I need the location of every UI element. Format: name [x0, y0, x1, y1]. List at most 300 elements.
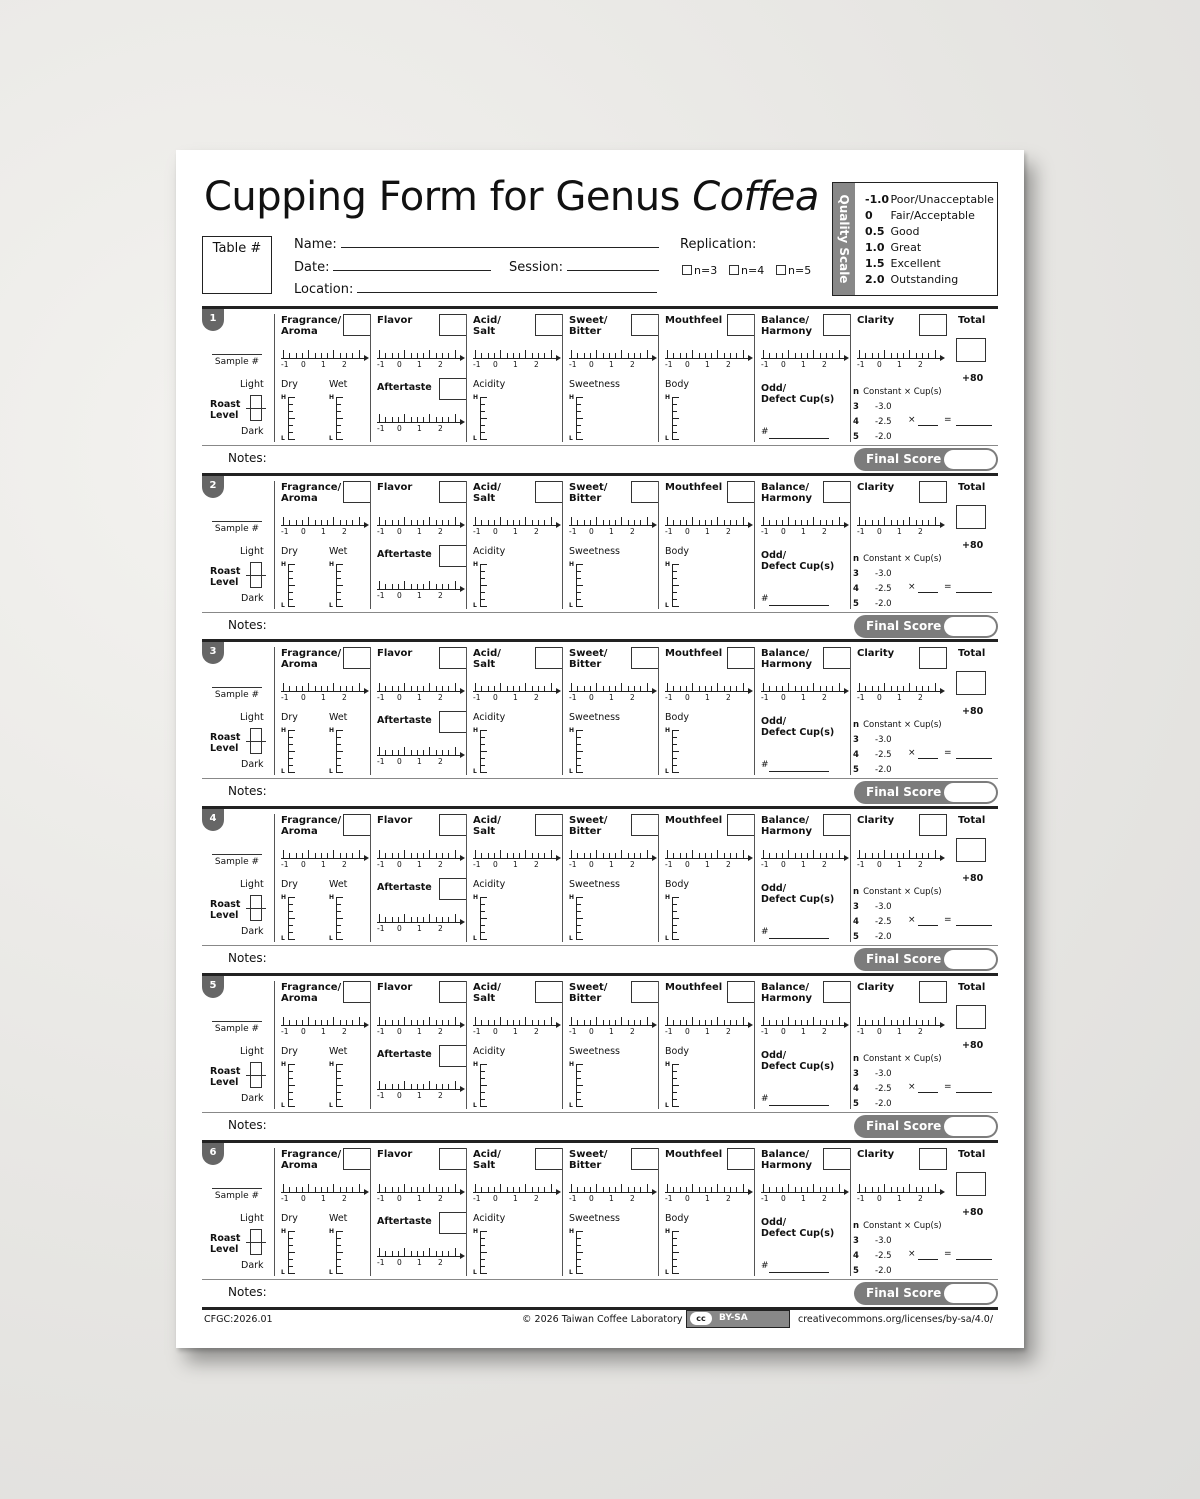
final-score-field[interactable]: Final Score [854, 448, 998, 471]
total-score-box[interactable] [956, 671, 986, 695]
times-sign: × [908, 915, 916, 925]
aftertaste-score-box[interactable] [439, 711, 467, 733]
sample-block [202, 306, 998, 473]
score-box[interactable] [439, 647, 467, 669]
hl-intensity-scale[interactable]: H L [329, 1061, 343, 1109]
defect-result-blank[interactable] [956, 758, 992, 759]
intensity-scale[interactable]: -1 0 1 2 [857, 848, 943, 866]
intensity-scale[interactable]: -1 0 1 2 [377, 412, 463, 430]
score-box[interactable] [823, 981, 851, 1003]
hl-intensity-scale[interactable]: H L [665, 394, 679, 442]
roast-level-slider[interactable] [250, 1062, 262, 1088]
intensity-scale[interactable]: -1 0 1 2 [377, 515, 463, 533]
aftertaste-score-box[interactable] [439, 1045, 467, 1067]
total-label: Total [958, 982, 986, 993]
intensity-scale[interactable]: -1 0 1 2 [377, 848, 463, 866]
score-box[interactable] [823, 814, 851, 836]
constant-row: 3 -3.0 [853, 1236, 892, 1246]
score-box[interactable] [343, 814, 371, 836]
sample-block [202, 973, 998, 1140]
score-box[interactable] [823, 647, 851, 669]
hl-intensity-scale[interactable]: H L [569, 894, 583, 942]
attribute-column [274, 814, 370, 942]
intensity-scale[interactable]: -1 0 1 2 [857, 1182, 943, 1200]
score-box[interactable] [727, 814, 755, 836]
equals-sign: = [944, 915, 952, 925]
total-label: Total [958, 648, 986, 659]
score-box[interactable] [439, 981, 467, 1003]
license-link[interactable]: creativecommons.org/licenses/by-sa/4.0/ [798, 1314, 994, 1325]
location-field[interactable]: Location: [294, 281, 657, 297]
roast-level-slider[interactable] [250, 728, 262, 754]
attribute-title: Mouthfeel [665, 982, 723, 993]
attribute-title: Mouthfeel [665, 1149, 723, 1160]
constant-table-header: n Constant × Cup(s) [853, 387, 942, 397]
attribute-title: Fragrance/ Aroma [281, 1149, 342, 1171]
attribute-column [466, 647, 562, 775]
attribute-title: Balance/ Harmony [761, 982, 812, 1004]
notes-field[interactable]: Notes: [228, 618, 267, 632]
intensity-scale[interactable]: -1 0 1 2 [281, 515, 367, 533]
body-label: Body [665, 1213, 689, 1224]
score-box[interactable] [631, 314, 659, 336]
quality-scale-tab: Quality Scale [833, 183, 855, 295]
sample-number-field[interactable]: Sample # [212, 854, 262, 867]
score-box[interactable] [535, 814, 563, 836]
wet-label: Wet [329, 379, 348, 390]
quality-row: 2.0 Outstanding [865, 273, 959, 286]
roast-level-slider[interactable] [250, 1229, 262, 1255]
defect-count-field[interactable] [769, 438, 829, 439]
constant-row: 4 -2.5 [853, 417, 892, 427]
final-score-input[interactable] [944, 1284, 996, 1303]
intensity-scale[interactable]: -1 0 1 2 [665, 515, 751, 533]
constant-row: 5 -2.0 [853, 765, 892, 775]
attribute-title: Mouthfeel [665, 482, 723, 493]
score-box[interactable] [535, 314, 563, 336]
score-box[interactable] [535, 981, 563, 1003]
total-score-box[interactable] [956, 505, 986, 529]
score-box[interactable] [631, 981, 659, 1003]
final-score-field[interactable]: Final Score [854, 1115, 998, 1138]
final-score-field[interactable]: Final Score [854, 1282, 998, 1305]
hl-intensity-scale[interactable]: H L [281, 1228, 295, 1276]
table-number-label: Table # [212, 241, 262, 256]
quality-row: 1.5 Excellent [865, 257, 941, 270]
sample-number-badge: 2 [202, 476, 224, 498]
aftertaste-score-box[interactable] [439, 545, 467, 567]
attribute-column [562, 981, 658, 1109]
sample-number-badge: 3 [202, 642, 224, 664]
score-box[interactable] [919, 814, 947, 836]
cc-license-badge [686, 1310, 790, 1328]
attribute-column [274, 481, 370, 609]
sample-block [202, 1140, 998, 1307]
hl-intensity-scale[interactable]: H L [281, 394, 295, 442]
intensity-scale[interactable]: -1 0 1 2 [569, 348, 655, 366]
roast-level-label: Roast Level [210, 899, 241, 921]
score-box[interactable] [727, 981, 755, 1003]
final-score-field[interactable]: Final Score [854, 948, 998, 971]
times-sign: × [908, 415, 916, 425]
dry-label: Dry [281, 1046, 298, 1057]
score-box[interactable] [343, 1148, 371, 1170]
hl-intensity-scale[interactable]: H L [329, 894, 343, 942]
attribute-column [658, 814, 754, 942]
sample-notes-divider [202, 612, 998, 613]
final-score-input[interactable] [944, 450, 996, 469]
attribute-title: Mouthfeel [665, 815, 723, 826]
intensity-scale[interactable]: -1 0 1 2 [857, 1015, 943, 1033]
total-label: Total [958, 815, 986, 826]
intensity-scale[interactable]: -1 0 1 2 [281, 1182, 367, 1200]
body-label: Body [665, 379, 689, 390]
sample-number-badge: 6 [202, 1143, 224, 1165]
defect-count-field[interactable] [769, 605, 829, 606]
attribute-column [562, 1148, 658, 1276]
hl-intensity-scale[interactable]: H L [665, 727, 679, 775]
total-score-box[interactable] [956, 1005, 986, 1029]
defect-count-hash: # [761, 1094, 769, 1104]
intensity-scale[interactable]: -1 0 1 2 [377, 681, 463, 699]
sample-block [202, 639, 998, 806]
acidity-label: Acidity [473, 379, 506, 390]
score-box[interactable] [823, 481, 851, 503]
sample-number-field[interactable]: Sample # [212, 1021, 262, 1034]
defect-count-field[interactable] [769, 771, 829, 772]
hl-intensity-scale[interactable]: H L [569, 1228, 583, 1276]
attribute-column [658, 647, 754, 775]
intensity-scale[interactable]: -1 0 1 2 [761, 1015, 847, 1033]
constant-row: 3 -3.0 [853, 402, 892, 412]
intensity-scale[interactable]: -1 0 1 2 [665, 348, 751, 366]
attribute-column [274, 314, 370, 442]
score-box[interactable] [631, 814, 659, 836]
acidity-label: Acidity [473, 1213, 506, 1224]
intensity-scale[interactable]: -1 0 1 2 [665, 1182, 751, 1200]
body-label: Body [665, 712, 689, 723]
roast-light-label: Light [240, 1046, 264, 1057]
score-box[interactable] [919, 981, 947, 1003]
score-box[interactable] [439, 481, 467, 503]
aftertaste-score-box[interactable] [439, 1212, 467, 1234]
constant-table-header: n Constant × Cup(s) [853, 554, 942, 564]
plus80-label: +80 [962, 1207, 984, 1218]
notes-field[interactable]: Notes: [228, 1118, 267, 1132]
intensity-scale[interactable]: -1 0 1 2 [377, 579, 463, 597]
roast-level-slider[interactable] [250, 395, 262, 421]
quality-row: 0 Fair/Acceptable [865, 209, 975, 222]
attribute-title: Acid/ Salt [473, 648, 501, 670]
constant-table-header: n Constant × Cup(s) [853, 1054, 942, 1064]
intensity-scale[interactable]: -1 0 1 2 [665, 1015, 751, 1033]
copyright-text: © 2026 Taiwan Coffee Laboratory [522, 1314, 683, 1325]
sample-number-badge: 5 [202, 976, 224, 998]
table-number-box[interactable] [202, 236, 272, 294]
intensity-scale[interactable]: -1 0 1 2 [761, 1182, 847, 1200]
hl-intensity-scale[interactable]: H L [329, 1228, 343, 1276]
sample-divider [202, 306, 998, 309]
aftertaste-label: Aftertaste [377, 1216, 432, 1227]
dry-label: Dry [281, 1213, 298, 1224]
name-field[interactable]: Name: [294, 236, 659, 252]
hl-intensity-scale[interactable]: H L [473, 727, 487, 775]
attribute-title: Balance/ Harmony [761, 482, 812, 504]
defect-count-field[interactable] [769, 1272, 829, 1273]
constant-row: 4 -2.5 [853, 1251, 892, 1261]
score-box[interactable] [727, 314, 755, 336]
attribute-title: Flavor [377, 648, 413, 659]
defect-result-blank[interactable] [956, 1092, 992, 1093]
score-box[interactable] [343, 314, 371, 336]
hl-intensity-scale[interactable]: H L [329, 727, 343, 775]
attribute-column [274, 647, 370, 775]
sample-notes-divider [202, 945, 998, 946]
total-score-box[interactable] [956, 1172, 986, 1196]
roast-dark-label: Dark [241, 593, 264, 604]
intensity-scale[interactable]: -1 0 1 2 [377, 1015, 463, 1033]
intensity-scale[interactable]: -1 0 1 2 [473, 515, 559, 533]
wet-label: Wet [329, 712, 348, 723]
hl-intensity-scale[interactable]: H L [473, 561, 487, 609]
attribute-title: Sweet/ Bitter [569, 315, 608, 337]
form-code: CFGC:2026.01 [204, 1314, 273, 1325]
hl-intensity-scale[interactable]: H L [473, 394, 487, 442]
notes-field[interactable]: Notes: [228, 1285, 267, 1299]
intensity-scale[interactable]: -1 0 1 2 [761, 515, 847, 533]
intensity-scale[interactable]: -1 0 1 2 [473, 848, 559, 866]
hl-intensity-scale[interactable]: H L [281, 894, 295, 942]
odd-defect-label: Odd/ Defect Cup(s) [761, 716, 835, 738]
score-box[interactable] [919, 314, 947, 336]
hl-intensity-scale[interactable]: H L [329, 561, 343, 609]
sample-block [202, 473, 998, 640]
hl-intensity-scale[interactable]: H L [665, 894, 679, 942]
hl-intensity-scale[interactable]: H L [665, 561, 679, 609]
intensity-scale[interactable]: -1 0 1 2 [473, 681, 559, 699]
score-box[interactable] [439, 314, 467, 336]
intensity-scale[interactable]: -1 0 1 2 [665, 848, 751, 866]
attribute-title: Sweet/ Bitter [569, 648, 608, 670]
aftertaste-label: Aftertaste [377, 882, 432, 893]
intensity-scale[interactable]: -1 0 1 2 [569, 1182, 655, 1200]
attribute-title: Balance/ Harmony [761, 648, 812, 670]
attribute-title: Flavor [377, 1149, 413, 1160]
final-score-input[interactable] [944, 1117, 996, 1136]
times-sign: × [908, 1082, 916, 1092]
attribute-title: Fragrance/ Aroma [281, 982, 342, 1004]
odd-defect-label: Odd/ Defect Cup(s) [761, 883, 835, 905]
attribute-title: Fragrance/ Aroma [281, 482, 342, 504]
sample-number-field[interactable]: Sample # [212, 354, 262, 367]
session-field[interactable]: Session: [509, 259, 659, 275]
score-box[interactable] [535, 1148, 563, 1170]
constant-table-header: n Constant × Cup(s) [853, 887, 942, 897]
hl-intensity-scale[interactable]: H L [569, 394, 583, 442]
score-box[interactable] [727, 1148, 755, 1170]
intensity-scale[interactable]: -1 0 1 2 [665, 681, 751, 699]
intensity-scale[interactable]: -1 0 1 2 [377, 348, 463, 366]
equals-sign: = [944, 1249, 952, 1259]
hl-intensity-scale[interactable]: H L [473, 894, 487, 942]
hl-intensity-scale[interactable]: H L [569, 727, 583, 775]
notes-field[interactable]: Notes: [228, 451, 267, 465]
wet-label: Wet [329, 1213, 348, 1224]
date-field[interactable]: Date: [294, 259, 491, 275]
intensity-scale[interactable]: -1 0 1 2 [281, 348, 367, 366]
hl-intensity-scale[interactable]: H L [569, 561, 583, 609]
constant-row: 3 -3.0 [853, 569, 892, 579]
score-box[interactable] [919, 481, 947, 503]
attribute-title: Clarity [857, 648, 895, 659]
attribute-title: Acid/ Salt [473, 482, 501, 504]
notes-field[interactable]: Notes: [228, 784, 267, 798]
dry-label: Dry [281, 379, 298, 390]
equals-sign: = [944, 748, 952, 758]
intensity-scale[interactable]: -1 0 1 2 [569, 848, 655, 866]
constant-row: 5 -2.0 [853, 432, 892, 442]
roast-level-label: Roast Level [210, 1233, 241, 1255]
sample-notes-divider [202, 1112, 998, 1113]
attribute-column [850, 1148, 946, 1276]
replication-n5-checkbox[interactable]: n=5 [776, 264, 811, 277]
roast-level-slider[interactable] [250, 895, 262, 921]
hl-intensity-scale[interactable]: H L [281, 727, 295, 775]
intensity-scale[interactable]: -1 0 1 2 [857, 515, 943, 533]
final-score-input[interactable] [944, 950, 996, 969]
score-box[interactable] [919, 647, 947, 669]
aftertaste-score-box[interactable] [439, 378, 467, 400]
attribute-title: Flavor [377, 482, 413, 493]
hl-intensity-scale[interactable]: H L [329, 394, 343, 442]
hl-intensity-scale[interactable]: H L [281, 1061, 295, 1109]
sample-number-field[interactable]: Sample # [212, 521, 262, 534]
sample-number-field[interactable]: Sample # [212, 687, 262, 700]
intensity-scale[interactable]: -1 0 1 2 [761, 681, 847, 699]
attribute-title: Clarity [857, 1149, 895, 1160]
attribute-title: Sweet/ Bitter [569, 482, 608, 504]
attribute-title: Clarity [857, 815, 895, 826]
total-score-box[interactable] [956, 838, 986, 862]
attribute-title: Balance/ Harmony [761, 315, 812, 337]
replication-n4-checkbox[interactable]: n=4 [729, 264, 764, 277]
hl-intensity-scale[interactable]: H L [665, 1061, 679, 1109]
intensity-scale[interactable]: -1 0 1 2 [281, 848, 367, 866]
intensity-scale[interactable]: -1 0 1 2 [761, 348, 847, 366]
defect-count-field[interactable] [769, 938, 829, 939]
score-box[interactable] [631, 481, 659, 503]
intensity-scale[interactable]: -1 0 1 2 [761, 848, 847, 866]
times-sign: × [908, 1249, 916, 1259]
intensity-scale[interactable]: -1 0 1 2 [857, 681, 943, 699]
body-label: Body [665, 546, 689, 557]
aftertaste-score-box[interactable] [439, 878, 467, 900]
score-box[interactable] [535, 481, 563, 503]
plus80-label: +80 [962, 706, 984, 717]
score-box[interactable] [919, 1148, 947, 1170]
roast-level-slider[interactable] [250, 562, 262, 588]
score-box[interactable] [535, 647, 563, 669]
intensity-scale[interactable]: -1 0 1 2 [473, 1015, 559, 1033]
replication-n3-checkbox[interactable]: n=3 [682, 264, 717, 277]
intensity-scale[interactable]: -1 0 1 2 [377, 745, 463, 763]
roast-dark-label: Dark [241, 759, 264, 770]
hl-intensity-scale[interactable]: H L [281, 561, 295, 609]
quality-row: 0.5 Good [865, 225, 920, 238]
total-score-box[interactable] [956, 338, 986, 362]
constant-row: 3 -3.0 [853, 1069, 892, 1079]
intensity-scale[interactable]: -1 0 1 2 [377, 1246, 463, 1264]
sample-divider [202, 806, 998, 809]
intensity-scale[interactable]: -1 0 1 2 [473, 1182, 559, 1200]
score-box[interactable] [439, 1148, 467, 1170]
odd-defect-label: Odd/ Defect Cup(s) [761, 383, 835, 405]
hl-intensity-scale[interactable]: H L [473, 1061, 487, 1109]
plus80-label: +80 [962, 1040, 984, 1051]
score-box[interactable] [343, 981, 371, 1003]
hl-intensity-scale[interactable]: H L [473, 1228, 487, 1276]
defect-result-blank[interactable] [956, 425, 992, 426]
defect-result-blank[interactable] [956, 925, 992, 926]
sample-number-badge: 4 [202, 809, 224, 831]
final-score-input[interactable] [944, 783, 996, 802]
score-box[interactable] [631, 647, 659, 669]
intensity-scale[interactable]: -1 0 1 2 [857, 348, 943, 366]
sample-divider [202, 473, 998, 476]
intensity-scale[interactable]: -1 0 1 2 [377, 1182, 463, 1200]
attribute-title: Sweet/ Bitter [569, 1149, 608, 1171]
sweetness-label: Sweetness [569, 712, 620, 723]
score-box[interactable] [727, 481, 755, 503]
hl-intensity-scale[interactable]: H L [569, 1061, 583, 1109]
defect-count-field[interactable] [769, 1105, 829, 1106]
attribute-title: Acid/ Salt [473, 315, 501, 337]
final-score-field[interactable]: Final Score [854, 615, 998, 638]
score-box[interactable] [343, 647, 371, 669]
score-box[interactable] [823, 314, 851, 336]
aftertaste-label: Aftertaste [377, 549, 432, 560]
sample-number-field[interactable]: Sample # [212, 1188, 262, 1201]
defect-result-blank[interactable] [956, 1259, 992, 1260]
score-box[interactable] [439, 814, 467, 836]
constant-row: 5 -2.0 [853, 599, 892, 609]
intensity-scale[interactable]: -1 0 1 2 [377, 912, 463, 930]
intensity-scale[interactable]: -1 0 1 2 [569, 515, 655, 533]
intensity-scale[interactable]: -1 0 1 2 [473, 348, 559, 366]
score-box[interactable] [823, 1148, 851, 1170]
intensity-scale[interactable]: -1 0 1 2 [281, 1015, 367, 1033]
intensity-scale[interactable]: -1 0 1 2 [569, 1015, 655, 1033]
intensity-scale[interactable]: -1 0 1 2 [377, 1079, 463, 1097]
final-score-field[interactable]: Final Score [854, 781, 998, 804]
intensity-scale[interactable]: -1 0 1 2 [281, 681, 367, 699]
hl-intensity-scale[interactable]: H L [665, 1228, 679, 1276]
constant-row: 5 -2.0 [853, 932, 892, 942]
attribute-title: Clarity [857, 982, 895, 993]
notes-field[interactable]: Notes: [228, 951, 267, 965]
score-box[interactable] [343, 481, 371, 503]
plus80-label: +80 [962, 540, 984, 551]
attribute-title: Flavor [377, 982, 413, 993]
defect-count-hash: # [761, 1261, 769, 1271]
defect-result-blank[interactable] [956, 592, 992, 593]
attribute-column [370, 481, 466, 609]
intensity-scale[interactable]: -1 0 1 2 [569, 681, 655, 699]
score-box[interactable] [727, 647, 755, 669]
equals-sign: = [944, 1082, 952, 1092]
final-score-input[interactable] [944, 617, 996, 636]
score-box[interactable] [631, 1148, 659, 1170]
